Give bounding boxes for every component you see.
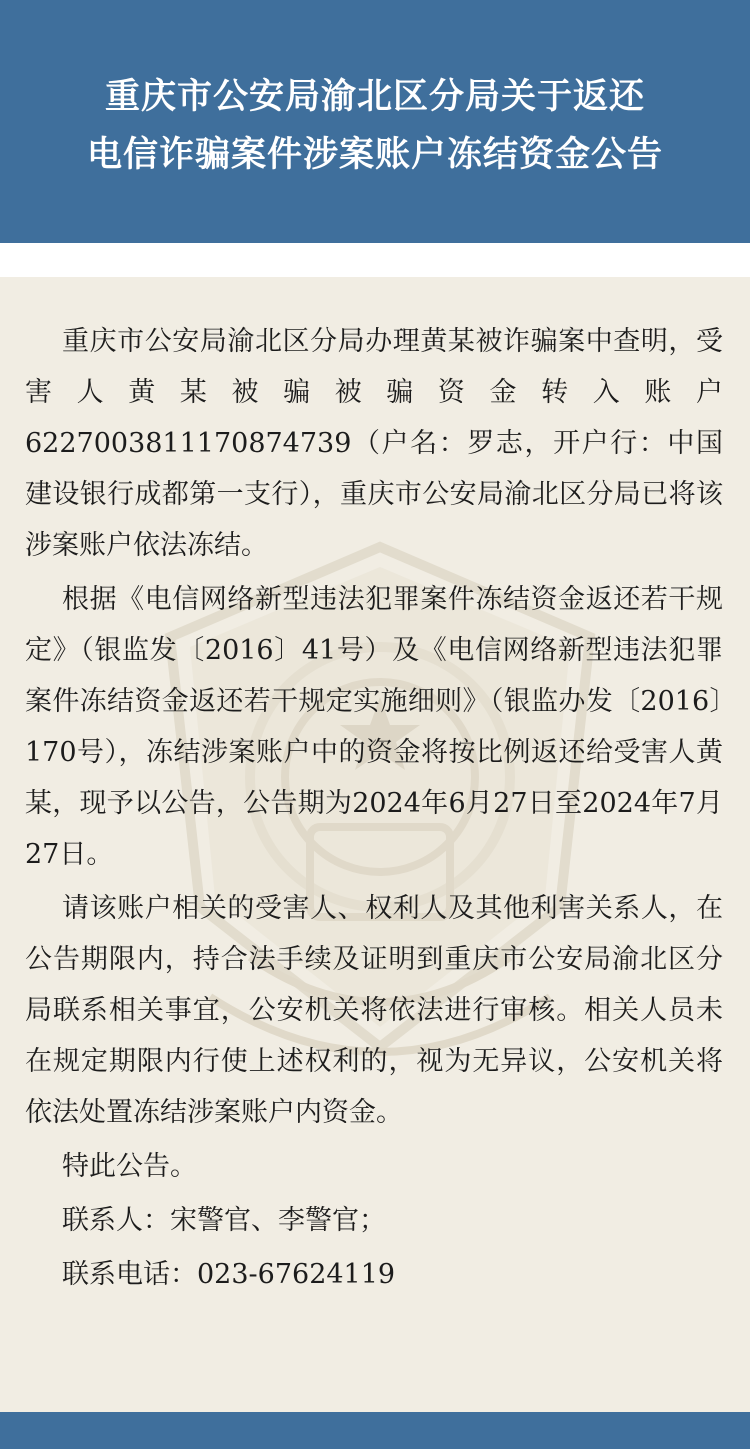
contact-person: 联系人：宋警官、李警官； xyxy=(62,1205,386,1236)
paragraph-claim-instructions: 请该账户相关的受害人、权利人及其他利害关系人，在公告期限内，持合法手续及证明到重庆市公安局渝北区分局联系相关事宜，公安机关将依法进行审核。相关人员未在规定期限内行使上述权利的，视为无异议，公安机关将依法处置冻结涉案账户内资金。 xyxy=(25,893,723,1128)
separator-strip xyxy=(0,243,750,277)
paragraph-legal-basis: 根据《电信网络新型违法犯罪案件冻结资金返还若干规定》（银监发〔2016〕41号）及《电信网络新型违法犯罪案件冻结资金返还若干规定实施细则》（银监办发〔2016〕170号），冻结涉案账户中的资金将按比例返还给受害人黄某，现予以公告，公告期为2024年6月27日至2024年7月27日。 xyxy=(25,584,723,870)
page-title xyxy=(0,68,750,184)
footer-band xyxy=(0,1412,750,1449)
notice-body xyxy=(25,316,723,1303)
title-line-2: 电信诈骗案件涉案账户冻结资金公告 xyxy=(86,135,663,175)
closing-statement: 特此公告。 xyxy=(62,1151,197,1182)
contact-phone: 联系电话：023-67624119 xyxy=(62,1259,396,1290)
paragraph-case-summary: 重庆市公安局渝北区分局办理黄某被诈骗案中查明，受害人黄某被骗被骗资金转入账户6227003811170874739（户名：罗志，开户行：中国建设银行成都第一支行），重庆市公安局渝北区分局已将该涉案账户依法冻结。 xyxy=(25,326,723,561)
title-line-1: 重庆市公安局渝北区分局关于返还 xyxy=(104,77,645,117)
